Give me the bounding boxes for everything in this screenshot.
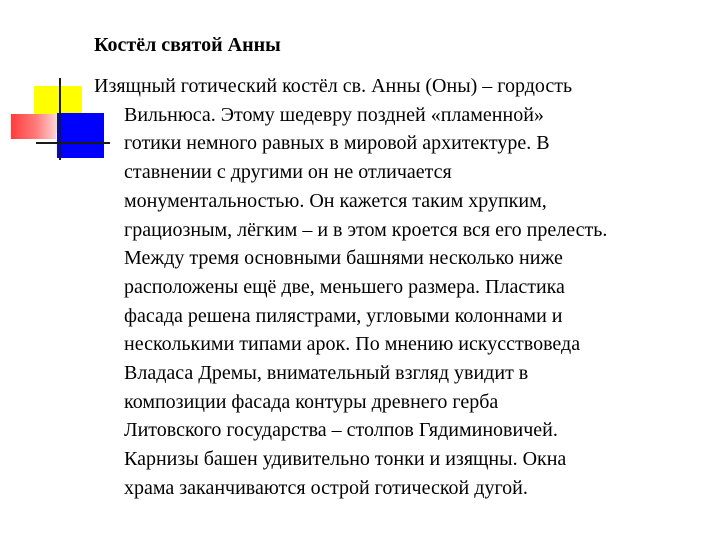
body-line: несколькими типами арок. По мнению искусствоведа — [124, 333, 581, 356]
body-line: готики немного равных в мировой архитектуре. В — [124, 132, 550, 155]
body-line: Между тремя основными башнями несколько ниже — [124, 247, 563, 270]
body-line: Карнизы башен удивительно тонки и изящны. Окна — [124, 448, 567, 471]
body-line: грациозным, лёгким – и в этом кроется вся его прелесть. — [124, 218, 608, 241]
body-line: фасада решена пилястрами, угловыми колоннами и — [124, 304, 563, 327]
decorative-vertical-line — [59, 78, 61, 160]
body-line: Вильнюса. Этому шедевру поздней «пламенной» — [124, 103, 544, 126]
slide-body-text — [94, 72, 714, 503]
body-line: ставнении с другими он не отличается — [124, 161, 452, 184]
body-line: храма заканчиваются острой готической дугой. — [124, 476, 528, 499]
body-line: Изящный готический костёл св. Анны (Оны) – гордость — [94, 75, 573, 97]
body-line: монументальностью. Он кажется таким хрупким, — [124, 189, 547, 212]
body-line: композиции фасада контуры древнего герба — [124, 390, 499, 413]
body-line: Владаса Дремы, внимательный взгляд увидит в — [124, 362, 529, 385]
decorative-red-bar — [11, 114, 56, 139]
body-line: Литовского государства – столпов Гядиминовичей. — [124, 419, 558, 442]
slide-title: Костёл святой Анны — [94, 34, 281, 56]
body-line: расположены ещё две, меньшего размера. Пластика — [124, 275, 565, 298]
